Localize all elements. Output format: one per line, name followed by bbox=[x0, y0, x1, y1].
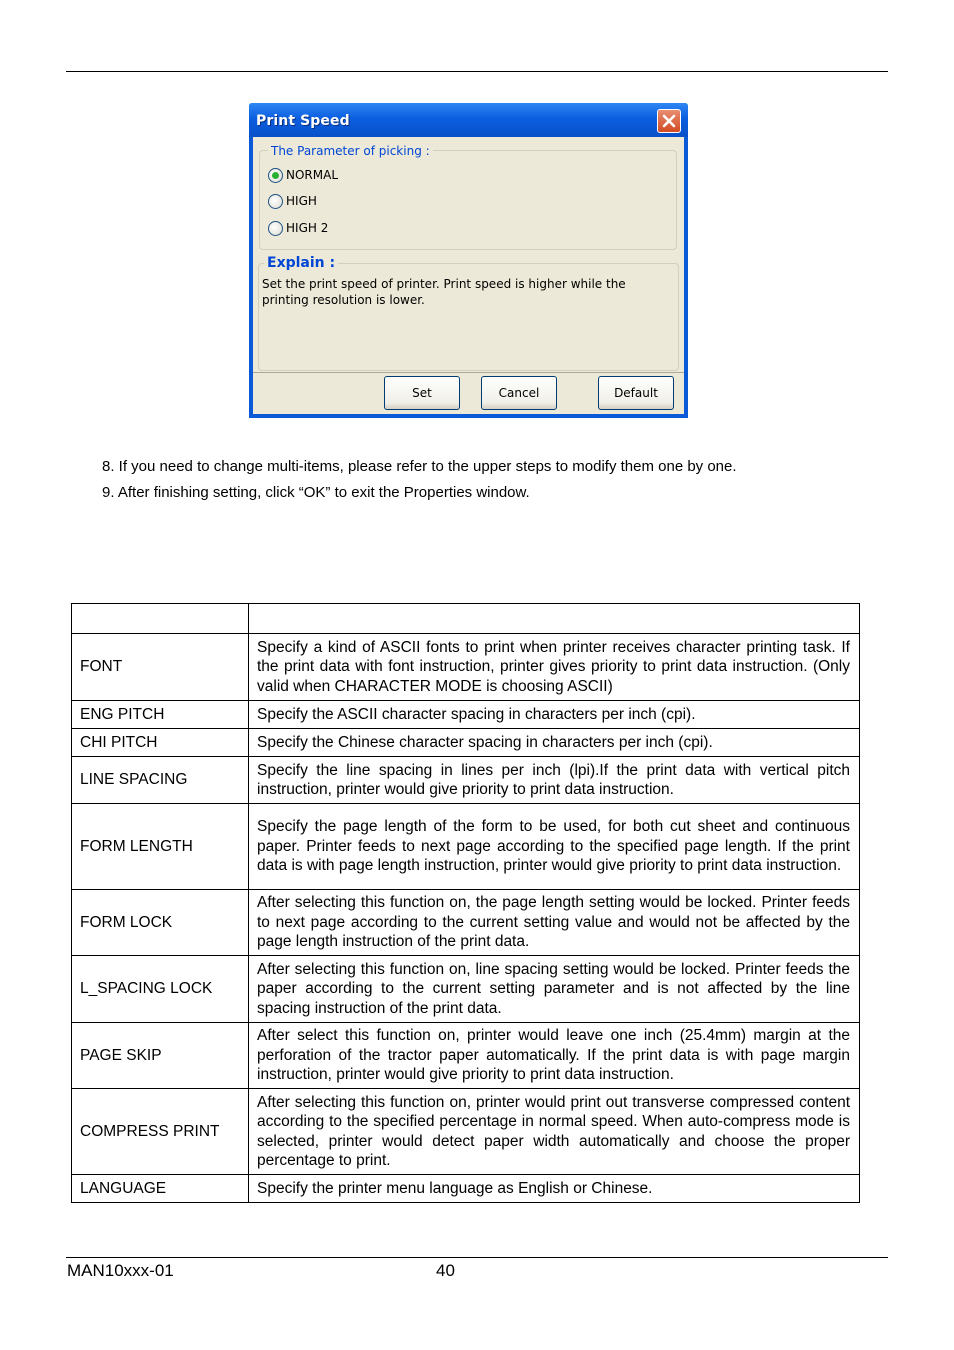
table-row bbox=[72, 1175, 860, 1203]
table-header-cell bbox=[72, 604, 249, 634]
table-header-cell bbox=[249, 604, 860, 634]
step-8: 8. If you need to change multi-items, please refer to the upper steps to modify them one by one. bbox=[102, 458, 737, 475]
setting-name: L_SPACING LOCK bbox=[72, 956, 249, 1023]
setting-description: After selecting this function on, line spacing setting would be locked. Printer feeds the paper according to the current setting parameter and is not affected by the line spacing instruction of the print data. bbox=[249, 956, 860, 1023]
document-id: MAN10xxx-01 bbox=[67, 1261, 174, 1280]
dialog-title: Print Speed bbox=[256, 113, 350, 129]
header-rule bbox=[66, 71, 888, 72]
setting-description: Specify a kind of ASCII fonts to print when printer receives character printing task. If the print data with font instruction, printer gives priority to print data instruction. (Only valid when CHARACTER MODE is choosing ASCII) bbox=[249, 634, 860, 701]
set-button[interactable]: Set bbox=[384, 376, 460, 410]
explain-group-legend: Explain : bbox=[264, 255, 338, 271]
dialog-titlebar bbox=[249, 103, 688, 137]
setting-name: CHI PITCH bbox=[72, 729, 249, 757]
setting-description: After selecting this function on, printer would print out transverse compressed content according to the specified percentage in normal speed. When auto-compress mode is selected, printer would detect paper width automatically and choose the proper percentage to print. bbox=[249, 1089, 860, 1175]
setting-name: FORM LENGTH bbox=[72, 804, 249, 890]
setting-description: Specify the ASCII character spacing in characters per inch (cpi). bbox=[249, 701, 860, 729]
settings-table bbox=[71, 603, 860, 1203]
radio-normal-label: NORMAL bbox=[286, 168, 339, 182]
setting-description: After selecting this function on, the page length setting would be locked. Printer feeds to next page according to the current setting value and would not be affected by the page length instruction of the print data. bbox=[249, 890, 860, 956]
radio-high2-button[interactable] bbox=[268, 221, 283, 236]
step-9: 9. After finishing setting, click “OK” to exit the Properties window. bbox=[102, 484, 530, 501]
setting-description: Specify the page length of the form to be used, for both cut sheet and continuous paper. Printer feeds to next page according to the specified page length. If the print data is with page length instruction, printer would give priority to print data instruction. bbox=[249, 804, 860, 890]
button-separator bbox=[253, 372, 684, 373]
close-button[interactable] bbox=[657, 109, 681, 133]
dialog-client-area bbox=[253, 137, 684, 414]
setting-name: FONT bbox=[72, 634, 249, 701]
radio-normal[interactable] bbox=[268, 167, 338, 183]
setting-description: Specify the line spacing in lines per inch (lpi).If the print data with vertical pitch instruction, printer would give priority to print data instruction. bbox=[249, 757, 860, 804]
table-row bbox=[72, 804, 860, 890]
setting-name: COMPRESS PRINT bbox=[72, 1089, 249, 1175]
table-row bbox=[72, 1023, 860, 1089]
setting-name: ENG PITCH bbox=[72, 701, 249, 729]
table-row bbox=[72, 634, 860, 701]
explain-text: Set the print speed of printer. Print speed is higher while the printing resolution is lower. bbox=[262, 277, 626, 307]
table-header-row bbox=[72, 604, 860, 634]
radio-high2-label: HIGH 2 bbox=[286, 221, 329, 235]
radio-high2[interactable] bbox=[268, 220, 328, 236]
picking-group-legend: The Parameter of picking : bbox=[268, 144, 433, 158]
setting-name: LANGUAGE bbox=[72, 1175, 249, 1203]
table-row bbox=[72, 729, 860, 757]
print-speed-dialog bbox=[249, 103, 688, 418]
setting-name: PAGE SKIP bbox=[72, 1023, 249, 1089]
setting-description: Specify the Chinese character spacing in characters per inch (cpi). bbox=[249, 729, 860, 757]
picking-parameter-group bbox=[259, 144, 677, 250]
radio-high[interactable] bbox=[268, 193, 317, 209]
setting-name: LINE SPACING bbox=[72, 757, 249, 804]
explain-group bbox=[258, 255, 679, 371]
radio-high-button[interactable] bbox=[268, 194, 283, 209]
radio-normal-button[interactable] bbox=[268, 168, 283, 183]
default-button[interactable]: Default bbox=[598, 376, 674, 410]
table-row bbox=[72, 701, 860, 729]
setting-description: Specify the printer menu language as English or Chinese. bbox=[249, 1175, 860, 1203]
radio-high-label: HIGH bbox=[286, 194, 317, 208]
cancel-button[interactable]: Cancel bbox=[481, 376, 557, 410]
table-row bbox=[72, 890, 860, 956]
table-row bbox=[72, 1089, 860, 1175]
setting-name: FORM LOCK bbox=[72, 890, 249, 956]
footer-rule bbox=[66, 1257, 888, 1258]
table-row bbox=[72, 757, 860, 804]
setting-description: After select this function on, printer would leave one inch (25.4mm) margin at the perforation of the tractor paper automatically. If the print data is with page margin instruction, printer would give priority to print data instruction. bbox=[249, 1023, 860, 1089]
table-row bbox=[72, 956, 860, 1023]
page-number: 40 bbox=[436, 1261, 455, 1280]
close-icon bbox=[658, 110, 680, 132]
